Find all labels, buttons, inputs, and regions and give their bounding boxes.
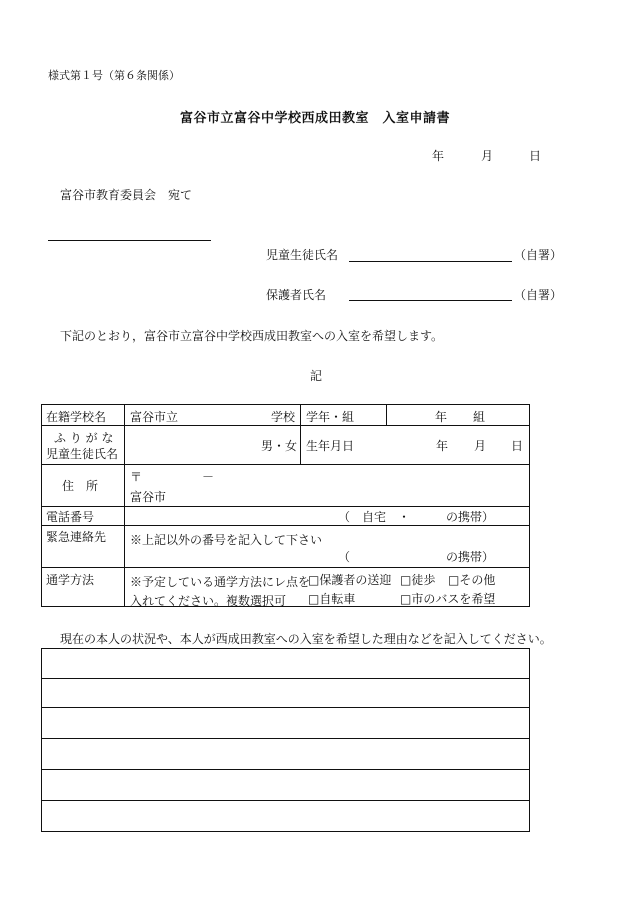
postal-dash: － <box>202 470 215 484</box>
page-title: 富谷市立富谷中学校西成田教室 入室申請書 <box>180 111 451 126</box>
grade-year: 年 <box>435 410 448 424</box>
student-name-line <box>349 261 512 262</box>
ki-mark: 記 <box>310 369 323 383</box>
furigana-label: ふ り が な <box>54 431 114 445</box>
guardian-name-line <box>349 300 512 301</box>
option-other[interactable]: □その他 <box>448 573 496 587</box>
option-walk[interactable]: □徒歩 <box>400 573 436 587</box>
date-year: 年 <box>432 149 445 163</box>
commute-note-1: ※予定している通学方法にレ点を <box>130 575 311 589</box>
reason-box[interactable] <box>41 648 530 832</box>
option-bicycle[interactable]: □自転車 <box>308 592 356 606</box>
city-text: 富谷市 <box>130 490 167 504</box>
sex-select: 男・女 <box>261 439 298 453</box>
phone-label: 電話番号 <box>46 510 95 524</box>
date-day: 日 <box>529 149 542 163</box>
student-self-sign: （自署） <box>514 248 563 262</box>
phone-note: （ 自宅 ・ の携帯） <box>338 510 495 524</box>
birth-day: 日 <box>511 439 524 453</box>
guardian-self-sign: （自署） <box>514 288 563 302</box>
intro-text: 下記のとおり，富谷市立富谷中学校西成田教室への入室を希望します。 <box>60 329 444 343</box>
school-label: 在籍学校名 <box>46 410 107 424</box>
emergency-paren: （ の携帯） <box>338 550 495 564</box>
student-name-label: 児童生徒氏名 <box>266 248 339 262</box>
grade-class: 組 <box>473 410 486 424</box>
birth-year: 年 <box>436 439 449 453</box>
reason-prompt: 現在の本人の状況や、本人が西成田教室への入室を希望した理由などを記入してください。 <box>60 632 552 646</box>
guardian-name-label: 保護者氏名 <box>266 288 327 302</box>
birth-month: 月 <box>474 439 487 453</box>
emergency-note: ※上記以外の番号を記入して下さい <box>130 533 323 547</box>
option-bus[interactable]: □市のバスを希望 <box>400 592 496 606</box>
emergency-label: 緊急連絡先 <box>46 530 107 544</box>
student-name-row-label: 児童生徒氏名 <box>46 447 119 461</box>
birth-label: 生年月日 <box>306 439 355 453</box>
address-label: 住 所 <box>62 479 99 493</box>
commute-label: 通学方法 <box>46 573 95 587</box>
form-number: 様式第１号（第６条関係） <box>48 69 180 82</box>
grade-label: 学年・組 <box>306 410 355 424</box>
application-table <box>41 404 530 607</box>
commute-note-2: 入れてください。複数選択可 <box>130 594 287 608</box>
date-month: 月 <box>481 149 494 163</box>
left-blank-line <box>48 240 211 241</box>
option-guardian[interactable]: □保護者の送迎 <box>308 573 392 587</box>
postal-mark: 〒 <box>130 470 143 484</box>
school-suffix: 学校 <box>271 410 296 424</box>
addressee: 富谷市教育委員会 宛て <box>60 188 193 202</box>
school-prefix: 富谷市立 <box>130 410 179 424</box>
